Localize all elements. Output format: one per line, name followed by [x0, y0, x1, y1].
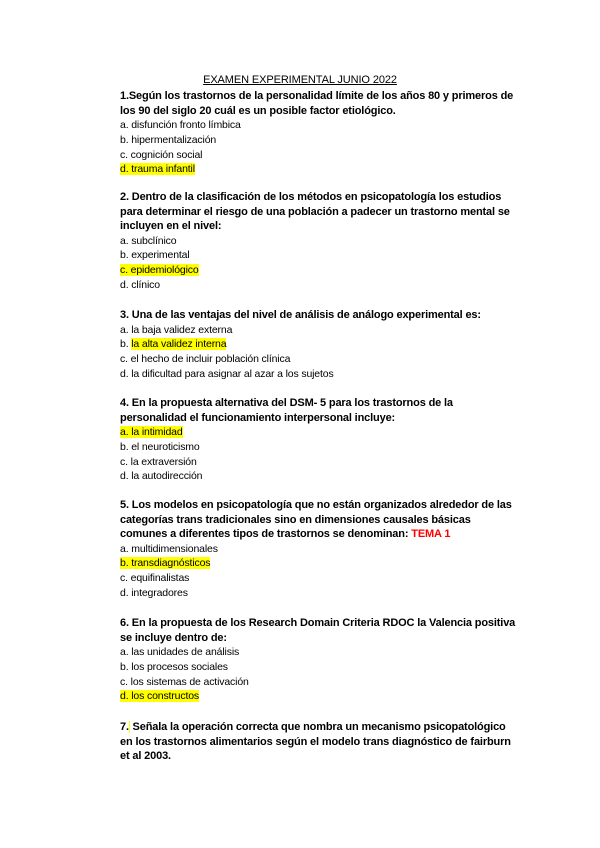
- question-stem: 7. Señala la operación correcta que nombra un mecanismo psicopatológico en los trastornos alimentarios según el modelo trans diagnóstico de fairburn et al 2003.: [120, 721, 511, 763]
- question-2: [120, 190, 518, 293]
- question-stem: 2. Dentro de la clasificación de los métodos en psicopatología los estudios para determinar el riesgo de una población a padecer un trastorno mental se incluyen en el nivel:: [120, 191, 510, 233]
- option-b: b. hipermentalización: [120, 133, 217, 146]
- option-b: b. experimental: [120, 249, 190, 262]
- option-d: d. clínico: [120, 278, 160, 291]
- option-a: a. subclínico: [120, 234, 177, 247]
- option-d: d. la dificultad para asignar al azar a los sujetos: [120, 367, 334, 380]
- question-stem: 6. En la propuesta de los Research Domain Criteria RDOC la Valencia positiva se incluye dentro de:: [120, 617, 516, 644]
- question-5: [120, 498, 518, 601]
- question-stem: 1.Según los trastornos de la personalidad límite de los años 80 y primeros de los 90 del siglo 20 cuál es un posible factor etiológico.: [120, 90, 514, 117]
- question-3: [120, 308, 518, 381]
- exam-title: EXAMEN EXPERIMENTAL JUNIO 2022: [203, 74, 397, 86]
- option-a: a. las unidades de análisis: [120, 646, 240, 659]
- question-1: [120, 89, 518, 177]
- option-b-correct: b. transdiagnósticos: [120, 557, 211, 570]
- option-c: c. la extraversión: [120, 455, 197, 468]
- option-d-correct: d. trauma infantil: [120, 163, 195, 176]
- option-c-correct: c. epidemiológico: [120, 264, 199, 277]
- option-c: c. cognición social: [120, 148, 203, 161]
- question-stem: 3. Una de las ventajas del nivel de análisis de análogo experimental es:: [120, 309, 481, 321]
- option-d: d. la autodirección: [120, 470, 203, 483]
- question-stem: 5. Los modelos en psicopatología que no están organizados alrededor de las categorías trans tradicionales sino en dimensiones causales básicas comunes a diferentes tipos de trastornos se denominan: TEMA 1: [120, 499, 512, 541]
- question-stem: 4. En la propuesta alternativa del DSM- 5 para los trastornos de la personalidad el funcionamiento interpersonal incluye:: [120, 397, 453, 424]
- option-d-correct: d. los constructos: [120, 690, 200, 703]
- question-7: [120, 720, 518, 764]
- option-b: b. los procesos sociales: [120, 660, 228, 673]
- option-c: c. equifinalistas: [120, 572, 190, 585]
- option-b-correct: b. la alta validez interna: [120, 338, 227, 351]
- option-a: a. la baja validez externa: [120, 323, 233, 336]
- question-4: [120, 396, 518, 484]
- option-c: c. el hecho de incluir población clínica: [120, 353, 291, 365]
- option-b: b. el neuroticismo: [120, 440, 200, 453]
- option-a-correct: a. la intimidad: [120, 426, 183, 439]
- tema-tag: TEMA 1: [411, 528, 451, 541]
- option-d: d. integradores: [120, 586, 188, 599]
- question-6: [120, 616, 518, 704]
- option-c: c. los sistemas de activación: [120, 675, 249, 688]
- option-a: a. multidimensionales: [120, 542, 218, 555]
- option-a: a. disfunción fronto límbica: [120, 119, 241, 132]
